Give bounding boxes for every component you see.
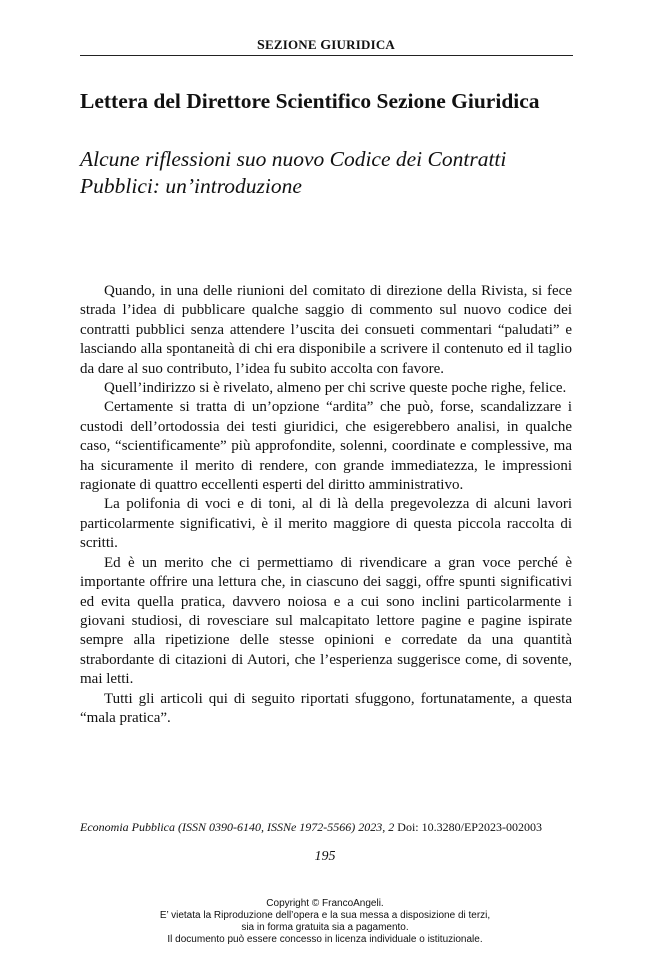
journal-citation-line	[80, 820, 580, 835]
section-initial-2: G	[320, 38, 332, 53]
copyright-line: sia in forma gratuita sia a pagamento.	[241, 922, 409, 933]
page-number: 195	[314, 849, 336, 864]
paragraph-5: Ed è un merito che ci permettiamo di rivendicare a gran voce perché è importante offrire una lettura che, in ciascuno dei saggi, offre spunti significativi ed evita quella pratica, davvero noiosa e a cui sono inclini particolarmente i giovani studiosi, di rovesciare sul malcapitato lettore pagine e pagine ispirate sempre alla ripetizione delle stesse opinioni e corredate da una quantità strabordante di citazioni di Autori, che l’esperienza suggerisce come, di sovente, mai letti.	[80, 554, 572, 688]
section-word-1: EZIONE	[264, 37, 321, 52]
paragraph-6: Tutti gli articoli qui di seguito riportati sfuggono, fortunatamente, a questa “mala pratica”.	[80, 690, 572, 726]
paragraph-4: La polifonia di voci e di toni, al di là della pregevolezza di alcuni lavori particolarmente significativi, è il merito maggiore di questa piccola raccolta di scritti.	[80, 496, 572, 552]
running-header	[80, 37, 572, 54]
paragraph-3: Certamente si tratta di un’opzione “ardita” che può, forse, scandalizzare i custodi dell’ortodossia dei testi giuridici, che esigerebbero analisi, in qualche caso, “scientificamente” più approfondite, solenni, coordinate e complessive, ma ha sicuramente il merito di rendere, con grande immediatezza, le impressioni ragionate di quattro eccellenti esperti del diritto amministrativo.	[80, 399, 572, 494]
paragraph-1: Quando, in una delle riunioni del comitato di direzione della Rivista, si fece strada l’idea di pubblicare qualche saggio di commento sul nuovo codice dei contratti pubblici senza attendere l’uscita dei consueti commentari “paludati” e lasciando alla spontaneità di chi era disponibile a scrivere il contenuto ed il taglio da dare al suo contributo, l’idea fu subito accolta con favore.	[80, 283, 572, 377]
section-initial-1: S	[256, 38, 265, 53]
copyright-line: Il documento può essere concesso in licenza individuale o istituzionale.	[167, 934, 483, 945]
doi: Doi: 10.3280/EP2023-002003	[397, 820, 542, 834]
paragraph-2: Quell’indirizzo si è rivelato, almeno per chi scrive queste poche righe, felice.	[104, 380, 567, 397]
journal-citation: Economia Pubblica (ISSN 0390-6140, ISSNe 1972-5566) 2023, 2	[80, 820, 395, 834]
copyright-line: E’ vietata la Riproduzione dell’opera e la sua messa a disposizione di terzi,	[159, 910, 491, 921]
article-body	[80, 282, 572, 728]
article-subtitle: Alcune riflessioni suo nuovo Codice dei Contratti Pubblici: un’introduzione	[80, 147, 507, 198]
copyright-line: Copyright © FrancoAngeli.	[266, 898, 384, 909]
article-title: Lettera del Direttore Scientifico Sezione Giuridica	[80, 89, 540, 113]
copyright-notice	[0, 898, 650, 946]
section-word-2: IURIDICA	[331, 37, 396, 52]
header-rule	[80, 55, 573, 56]
